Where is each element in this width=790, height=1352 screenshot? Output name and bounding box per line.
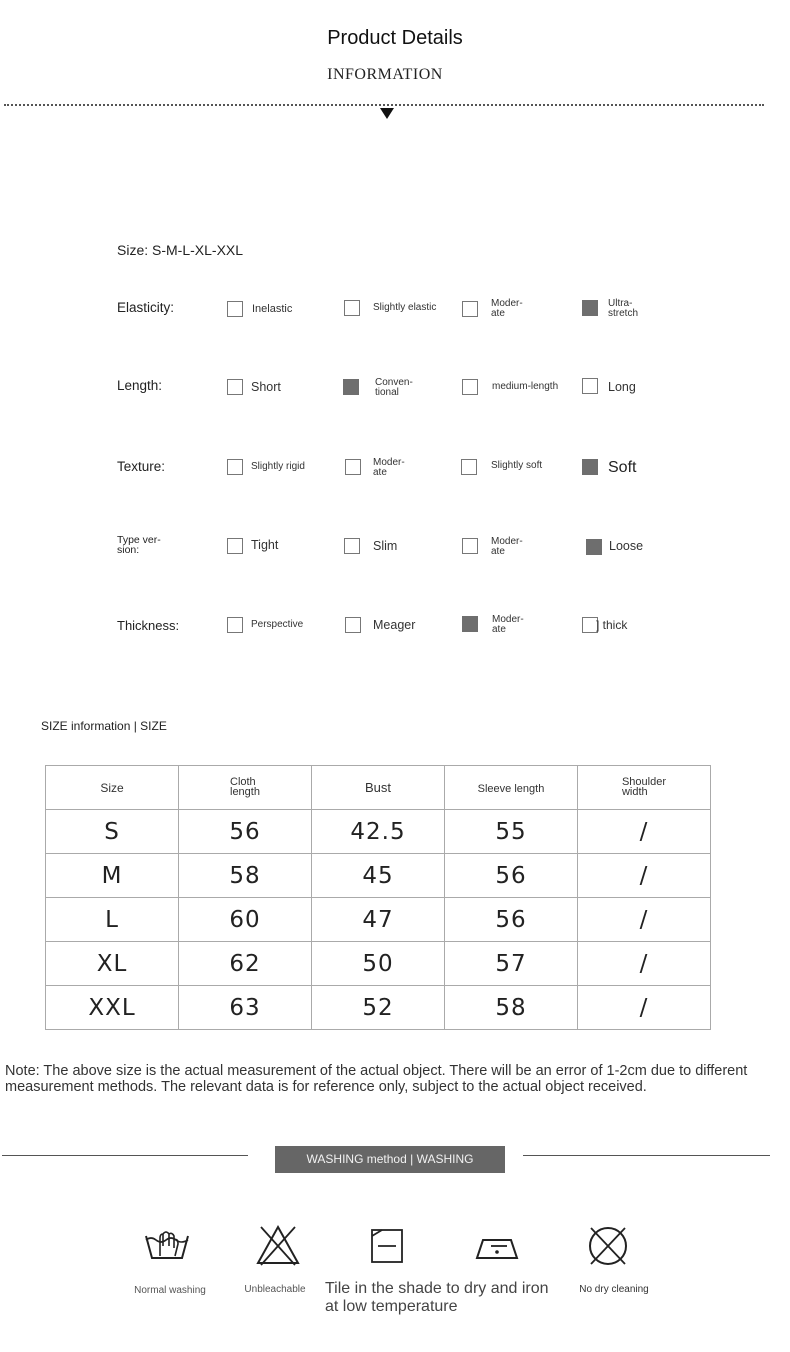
option-label: Moder- ate [491, 298, 523, 319]
left-divider [2, 1155, 248, 1156]
option-label: Moder- ate [492, 614, 524, 635]
table-cell: 56 [179, 810, 312, 854]
table-cell: L [46, 898, 179, 942]
wash-label-dry-and-iron: Tile in the shade to dry and iron at low temperature [325, 1280, 549, 1315]
washing-title-banner: WASHING method | WASHING [275, 1146, 505, 1173]
option-label: Conven- tional [375, 377, 413, 398]
checkbox-conventional-checked [343, 379, 359, 395]
no-bleach-icon [253, 1223, 303, 1267]
table-cell: 57 [445, 942, 578, 986]
option-label: ] thick [596, 618, 628, 632]
table-cell: / [578, 986, 711, 1030]
checkbox-long [582, 378, 598, 394]
option-label: Slim [373, 539, 398, 553]
page-subtitle: INFORMATION [327, 66, 443, 83]
table-row [46, 898, 711, 942]
no-dry-clean-icon [583, 1224, 633, 1268]
option-label: Ultra- stretch [608, 298, 639, 319]
header-cell [179, 766, 312, 810]
wash-label-normal-washing: Normal washing [134, 1285, 206, 1296]
checkbox-moderate [345, 459, 361, 475]
header-cell [312, 766, 445, 810]
table-cell: / [578, 810, 711, 854]
option-label: Inelastic [252, 303, 293, 315]
header-cell [445, 766, 578, 810]
checkbox-slightly-soft [461, 459, 477, 475]
checkbox-soft-checked [582, 459, 598, 475]
table-cell: 58 [445, 986, 578, 1030]
size-table [45, 765, 711, 1030]
size-info-title: SIZE information | SIZE [41, 719, 167, 733]
header-label: Cloth length [230, 776, 260, 798]
option-label: Soft [608, 459, 637, 476]
table-cell: 45 [312, 854, 445, 898]
table-cell: 42.5 [312, 810, 445, 854]
table-cell: / [578, 898, 711, 942]
option-label: Loose [609, 539, 644, 553]
table-cell: 63 [179, 986, 312, 1030]
attribute-label-thickness: Thickness: [117, 618, 180, 633]
header-label: Bust [364, 780, 391, 795]
attribute-label-type-version: Type ver- sion: [117, 534, 161, 556]
table-row [46, 942, 711, 986]
option-label: Moder- ate [491, 536, 523, 557]
option-label: Moder- ate [373, 457, 405, 478]
option-label: Perspective [251, 619, 304, 630]
option-label: Short [251, 380, 281, 394]
table-cell: / [578, 942, 711, 986]
checkbox-loose-checked [586, 539, 602, 555]
checkbox-moderate [462, 301, 478, 317]
table-row [46, 986, 711, 1030]
checkbox-moderate [462, 538, 478, 554]
checkbox-ultra-stretch-checked [582, 300, 598, 316]
checkbox-short [227, 379, 243, 395]
option-label: Slightly soft [491, 460, 543, 471]
header-label: Size [100, 780, 124, 795]
table-cell: XXL [46, 986, 179, 1030]
iron-low-icon [473, 1226, 523, 1270]
header-cell [46, 766, 179, 810]
attribute-label-elasticity: Elasticity: [117, 300, 175, 315]
table-row [46, 854, 711, 898]
attribute-label-length: Length: [117, 378, 163, 393]
header-label: Sleeve length [477, 782, 545, 795]
checkbox-meager [345, 617, 361, 633]
right-divider [523, 1155, 770, 1156]
option-label: Meager [373, 618, 416, 632]
option-label: medium-length [492, 381, 559, 392]
table-cell: 47 [312, 898, 445, 942]
table-cell: 55 [445, 810, 578, 854]
table-cell: 56 [445, 854, 578, 898]
down-arrow-icon [380, 108, 394, 119]
table-cell: 56 [445, 898, 578, 942]
table-cell: S [46, 810, 179, 854]
table-cell: 60 [179, 898, 312, 942]
checkbox-moderate-checked [462, 616, 478, 632]
wash-label-no-dry-cleaning: No dry cleaning [579, 1284, 649, 1295]
checkbox-medium-length [462, 379, 478, 395]
table-cell: 62 [179, 942, 312, 986]
page-title: Product Details [327, 27, 463, 49]
size-range: Size: S-M-L-XL-XXL [117, 242, 244, 258]
table-cell: XL [46, 942, 179, 986]
option-label: Tight [251, 538, 279, 552]
option-label: Long [608, 380, 636, 394]
header-cell [578, 766, 711, 810]
dotted-divider [4, 104, 764, 106]
table-cell: 52 [312, 986, 445, 1030]
checkbox-slim [344, 538, 360, 554]
table-cell: M [46, 854, 179, 898]
table-row [46, 810, 711, 854]
header-label: Shoulder width [621, 776, 667, 798]
attribute-label-texture: Texture: [117, 459, 166, 474]
hand-wash-icon [142, 1222, 192, 1266]
measurement-note: Note: The above size is the actual measurement of the actual object. There will be an error of 1-2cm due to different measurement methods. The relevant data is for reference only, subject to the actual object received. [5, 1063, 748, 1095]
dry-flat-shade-icon [362, 1224, 412, 1268]
table-header-row [46, 766, 711, 810]
table-cell: / [578, 854, 711, 898]
table-cell: 58 [179, 854, 312, 898]
option-label: Slightly elastic [373, 302, 437, 313]
checkbox-perspective [227, 617, 243, 633]
checkbox-tight [227, 538, 243, 554]
checkbox-slightly-rigid [227, 459, 243, 475]
option-label: Slightly rigid [251, 461, 305, 472]
checkbox-inelastic [227, 301, 243, 317]
wash-label-unbleachable: Unbleachable [244, 1284, 306, 1295]
checkbox-slightly-elastic [344, 300, 360, 316]
table-cell: 50 [312, 942, 445, 986]
